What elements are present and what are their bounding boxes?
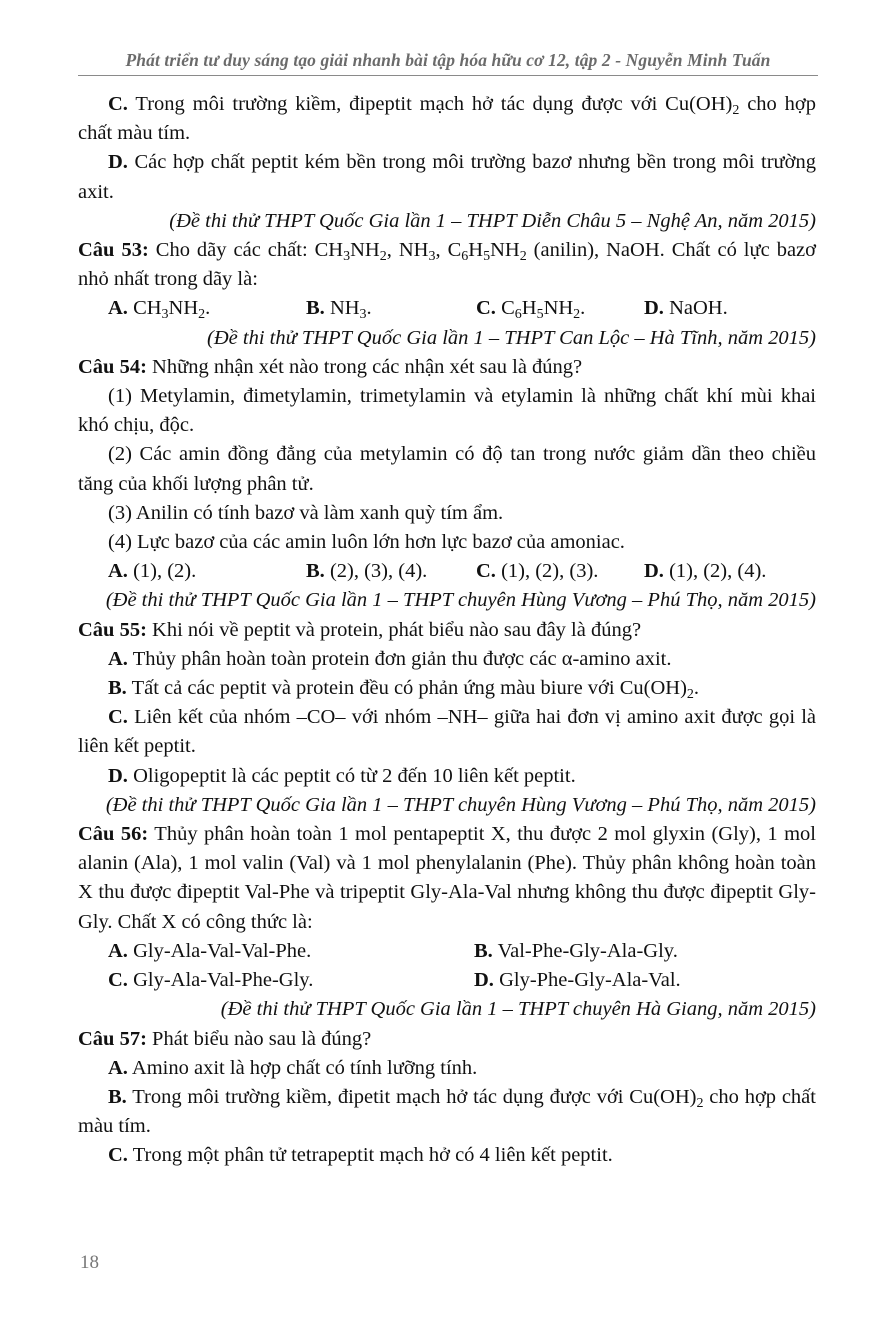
- q57-option-b: B. Trong môi trường kiềm, đipetit mạch hở tác dụng được với $Cu(OH)_2$ cho hợp chất màu tím.: [78, 1085, 816, 1138]
- q53-option-c: C. $C_6H_5NH_2$.: [476, 297, 586, 323]
- q56-option-d: D. Gly-Phe-Gly-Ala-Val.: [474, 969, 681, 992]
- q54-statement-2: (2) Các amin đồng đẳng của metylamin có độ tan trong nước giảm dần theo chiều tăng của khối lượng phân tử.: [78, 443, 816, 495]
- q57-option-c: C. Trong một phân tử tetrapeptit mạch hở có 4 liên kết peptit.: [108, 1144, 613, 1167]
- page-number: 18: [80, 1252, 99, 1273]
- question-54: Câu 54: Những nhận xét nào trong các nhận xét sau là đúng?: [78, 355, 583, 378]
- q55-option-c: C. Liên kết của nhóm –CO– với nhóm –NH– giữa hai đơn vị amino axit được gọi là liên kết peptit.: [78, 706, 816, 758]
- source-citation: (Đề thi thử THPT Quốc Gia lần 1 – THPT chuyên Hà Giang, năm 2015): [220, 998, 816, 1021]
- question-57: Câu 57: Phát biểu nào sau là đúng?: [78, 1027, 372, 1050]
- q53-option-b: B. $NH_3$.: [306, 297, 372, 323]
- q55-option-d: D. Oligopeptit là các peptit có từ 2 đến 10 liên kết peptit.: [108, 764, 576, 787]
- q54-option-c: C. (1), (2), (3).: [476, 560, 599, 583]
- q53-option-d: D. NaOH.: [644, 297, 728, 320]
- q54-option-a: A. (1), (2).: [108, 560, 197, 583]
- page-content: [78, 90, 816, 1171]
- source-citation: (Đề thi thử THPT Quốc Gia lần 1 – THPT Diễn Châu 5 – Nghệ An, năm 2015): [169, 209, 816, 232]
- q53-option-a: A. $CH_3NH_2$.: [108, 297, 211, 323]
- q54-option-b: B. (2), (3), (4).: [306, 560, 428, 583]
- option-d-prev: D. Các hợp chất peptit kém bền trong môi trường bazơ nhưng bền trong môi trường axit.: [78, 151, 816, 203]
- q54-statement-4: (4) Lực bazơ của các amin luôn lớn hơn lực bazơ của amoniac.: [108, 531, 625, 554]
- q54-option-d: D. (1), (2), (4).: [644, 560, 767, 583]
- q53-options: [78, 294, 816, 323]
- header-rule: [78, 75, 818, 76]
- q56-option-b: B. Val-Phe-Gly-Ala-Gly.: [474, 939, 678, 962]
- option-c-prev: C. Trong môi trường kiềm, đipeptit mạch hở tác dụng được với $Cu(OH)_2$ cho hợp chất màu tím.: [78, 93, 816, 145]
- q56-option-a: A. Gly-Ala-Val-Val-Phe.: [108, 939, 312, 962]
- running-header: Phát triển tư duy sáng tạo giải nhanh bài tập hóa hữu cơ 12, tập 2 - Nguyễn Minh Tuấn: [125, 50, 771, 70]
- q54-statement-3: (3) Anilin có tính bazơ và làm xanh quỳ tím ẩm.: [108, 501, 504, 524]
- q54-options: [78, 557, 816, 586]
- source-citation: (Đề thi thử THPT Quốc Gia lần 1 – THPT Can Lộc – Hà Tĩnh, năm 2015): [207, 326, 816, 349]
- q54-statement-1: (1) Metylamin, đimetylamin, trimetylamin và etylamin là những chất khí mùi khai khó chịu, độc.: [78, 385, 816, 437]
- q56-options-row-2: [78, 966, 816, 995]
- q56-option-c: C. Gly-Ala-Val-Phe-Gly.: [108, 969, 314, 992]
- question-53: Câu 53: Cho dãy các chất: $CH_3NH_2$, $NH_3$, $C_6H_5NH_2$ (anilin), NaOH. Chất có lực bazơ nhỏ nhất trong dãy là:: [78, 239, 816, 291]
- q57-option-a: A. Amino axit là hợp chất có tính lưỡng tính.: [108, 1056, 478, 1079]
- q55-option-a: A. Thủy phân hoàn toàn protein đơn giản thu được các α-amino axit.: [108, 647, 672, 670]
- q55-option-b: B. Tất cả các peptit và protein đều có phản ứng màu biure với $Cu(OH)_2$.: [108, 677, 700, 703]
- q56-options-row-1: [78, 937, 816, 966]
- source-citation: (Đề thi thử THPT Quốc Gia lần 1 – THPT chuyên Hùng Vương – Phú Thọ, năm 2015): [105, 589, 816, 612]
- source-citation: (Đề thi thử THPT Quốc Gia lần 1 – THPT chuyên Hùng Vương – Phú Thọ, năm 2015): [105, 793, 816, 816]
- question-55: Câu 55: Khi nói về peptit và protein, phát biểu nào sau đây là đúng?: [78, 618, 642, 641]
- question-56: Câu 56: Thủy phân hoàn toàn 1 mol pentapeptit X, thu được 2 mol glyxin (Gly), 1 mol alanin (Ala), 1 mol valin (Val) và 1 mol phenylalanin (Phe). Thủy phân không hoàn toàn X thu được đipeptit Val-Phe và tripeptit Gly-Ala-Val nhưng không thu được đipeptit Gly-Gly. Chất X có công thức là:: [78, 823, 816, 933]
